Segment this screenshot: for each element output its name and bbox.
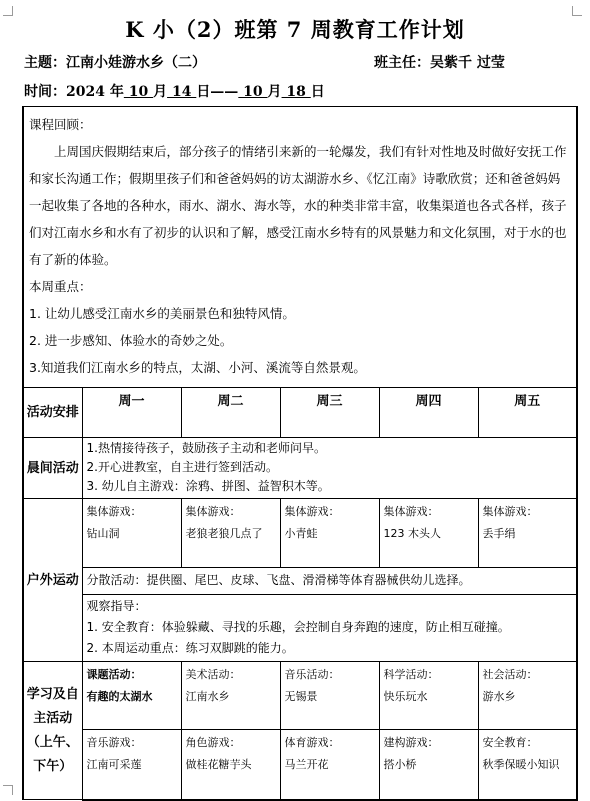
learning-cell bbox=[82, 662, 181, 730]
course-review-cell bbox=[23, 107, 577, 388]
weekly-plan-table bbox=[22, 106, 578, 801]
from-day: 14 bbox=[167, 84, 197, 100]
learning-cell bbox=[280, 730, 379, 800]
time-label: 时间：2024 年 bbox=[24, 84, 124, 100]
group-game-cell bbox=[181, 499, 280, 568]
group-game-label: 集体游戏： bbox=[482, 505, 538, 518]
learning-label: 课题活动： bbox=[86, 668, 142, 681]
learning-cell bbox=[181, 730, 280, 800]
outdoor-sports-heading: 户外运动 bbox=[23, 499, 82, 662]
group-game-cell bbox=[478, 499, 577, 568]
day-unit: 日—— bbox=[196, 84, 239, 100]
observation-cell bbox=[82, 595, 577, 662]
morning-activity-heading: 晨间活动 bbox=[23, 438, 82, 499]
page-corner-mark bbox=[3, 785, 13, 795]
month-unit: 月 bbox=[267, 84, 282, 100]
observation-heading: 观察指导： bbox=[86, 599, 147, 613]
learning-name: 搭小桥 bbox=[383, 758, 417, 771]
learning-activity-heading: 学习及自主活动（上午、下午） bbox=[23, 662, 82, 800]
focus-heading: 本周重点： bbox=[29, 279, 92, 294]
theme-label: 主题： bbox=[24, 55, 66, 71]
review-heading: 课程回顾： bbox=[29, 117, 92, 132]
learning-cell bbox=[280, 662, 379, 730]
learning-label: 安全教育： bbox=[482, 736, 538, 749]
learning-cell bbox=[478, 730, 577, 800]
day-header-thu: 周四 bbox=[379, 388, 478, 438]
theme-line bbox=[24, 52, 206, 72]
learning-name: 游水乡 bbox=[482, 690, 516, 703]
learning-cell bbox=[379, 662, 478, 730]
learning-label: 体育游戏： bbox=[284, 736, 340, 749]
morning-item: 3. 幼儿自主游戏：涂鸦、拼图、益智积木等。 bbox=[86, 479, 330, 493]
day-unit: 日 bbox=[310, 84, 325, 100]
morning-item: 2.开心进教室，自主进行签到活动。 bbox=[86, 460, 278, 474]
group-game-label: 集体游戏： bbox=[86, 505, 142, 518]
morning-item: 1.热情接待孩子，鼓励孩子主动和老师问早。 bbox=[86, 441, 326, 455]
learning-name: 江南可采莲 bbox=[86, 758, 142, 771]
month-unit: 月 bbox=[153, 84, 168, 100]
group-game-label: 集体游戏： bbox=[284, 505, 340, 518]
observation-item: 2. 本周运动重点：练习双脚跳的能力。 bbox=[86, 641, 294, 655]
activity-arrangement-heading: 活动安排 bbox=[23, 388, 82, 438]
group-game-cell bbox=[82, 499, 181, 568]
group-game-cell bbox=[379, 499, 478, 568]
learning-name: 做桂花糖芋头 bbox=[185, 758, 252, 771]
learning-cell bbox=[379, 730, 478, 800]
page-title: K 小（2）班第 7 周教育工作计划 bbox=[125, 17, 465, 42]
theme-value: 江南小娃游水乡（二） bbox=[66, 55, 206, 71]
to-month: 10 bbox=[238, 84, 268, 100]
day-header-wed: 周三 bbox=[280, 388, 379, 438]
group-game-name: 丢手绢 bbox=[482, 527, 516, 540]
learning-name: 无锡景 bbox=[284, 690, 318, 703]
group-game-cell bbox=[280, 499, 379, 568]
focus-item: 2. 进一步感知、体验水的奇妙之处。 bbox=[29, 333, 233, 348]
day-header-tue: 周二 bbox=[181, 388, 280, 438]
observation-item: 1. 安全教育：体验躲藏、寻找的乐趣，会控制自身奔跑的速度，防止相互碰撞。 bbox=[86, 620, 510, 634]
learning-name: 江南水乡 bbox=[185, 690, 230, 703]
to-day: 18 bbox=[281, 84, 311, 100]
learning-label: 美术活动： bbox=[185, 668, 241, 681]
learning-cell bbox=[478, 662, 577, 730]
group-game-label: 集体游戏： bbox=[185, 505, 241, 518]
learning-label: 社会活动： bbox=[482, 668, 538, 681]
learning-label: 角色游戏： bbox=[185, 736, 241, 749]
teacher-label: 班主任： bbox=[374, 55, 430, 71]
day-header-fri: 周五 bbox=[478, 388, 577, 438]
group-game-label: 集体游戏： bbox=[383, 505, 439, 518]
learning-cell bbox=[82, 730, 181, 800]
from-month: 10 bbox=[123, 84, 154, 100]
focus-item: 3.知道我们江南水乡的特点，太湖、小河、溪流等自然景观。 bbox=[29, 360, 366, 375]
teacher-value: 吴紫千 过莹 bbox=[430, 55, 505, 71]
learning-name: 快乐玩水 bbox=[383, 690, 428, 703]
learning-name: 马兰开花 bbox=[284, 758, 329, 771]
group-game-name: 钻山洞 bbox=[86, 527, 120, 540]
learning-label: 建构游戏： bbox=[383, 736, 439, 749]
learning-label: 音乐活动： bbox=[284, 668, 340, 681]
learning-name: 有趣的太湖水 bbox=[86, 690, 153, 703]
day-header-mon: 周一 bbox=[82, 388, 181, 438]
learning-label: 科学活动： bbox=[383, 668, 439, 681]
learning-label: 音乐游戏： bbox=[86, 736, 142, 749]
learning-cell bbox=[181, 662, 280, 730]
learning-name: 秋季保暖小知识 bbox=[482, 758, 560, 771]
group-game-name: 老狼老狼几点了 bbox=[185, 527, 263, 540]
teacher-line bbox=[374, 52, 505, 72]
group-game-name: 小青蛙 bbox=[284, 527, 318, 540]
free-play-cell: 分散活动：提供圈、尾巴、皮球、飞盘、滑滑梯等体育器械供幼儿选择。 bbox=[82, 568, 577, 595]
time-line bbox=[24, 81, 325, 101]
group-game-name: 123 木头人 bbox=[383, 527, 441, 540]
morning-activity-cell bbox=[82, 438, 577, 499]
review-paragraph: 上周国庆假期结束后，部分孩子的情绪引来新的一轮爆发，我们有针对性地及时做好安抚工作和家长沟通工作；假期里孩子们和爸爸妈妈的访太湖游水乡、《忆江南》诗歌欣赏；还和爸爸妈妈一起收集了各地的各种水，雨水、湖水、海水等，水的种类非常丰富，收集渠道也各式各样，孩子们对江南水乡和水有了初步的认识和了解，感受江南水乡特有的风景魅力和文化氛围，对于水的也有了新的体验。 bbox=[29, 144, 567, 267]
focus-item: 1. 让幼儿感受江南水乡的美丽景色和独特风情。 bbox=[29, 306, 295, 321]
